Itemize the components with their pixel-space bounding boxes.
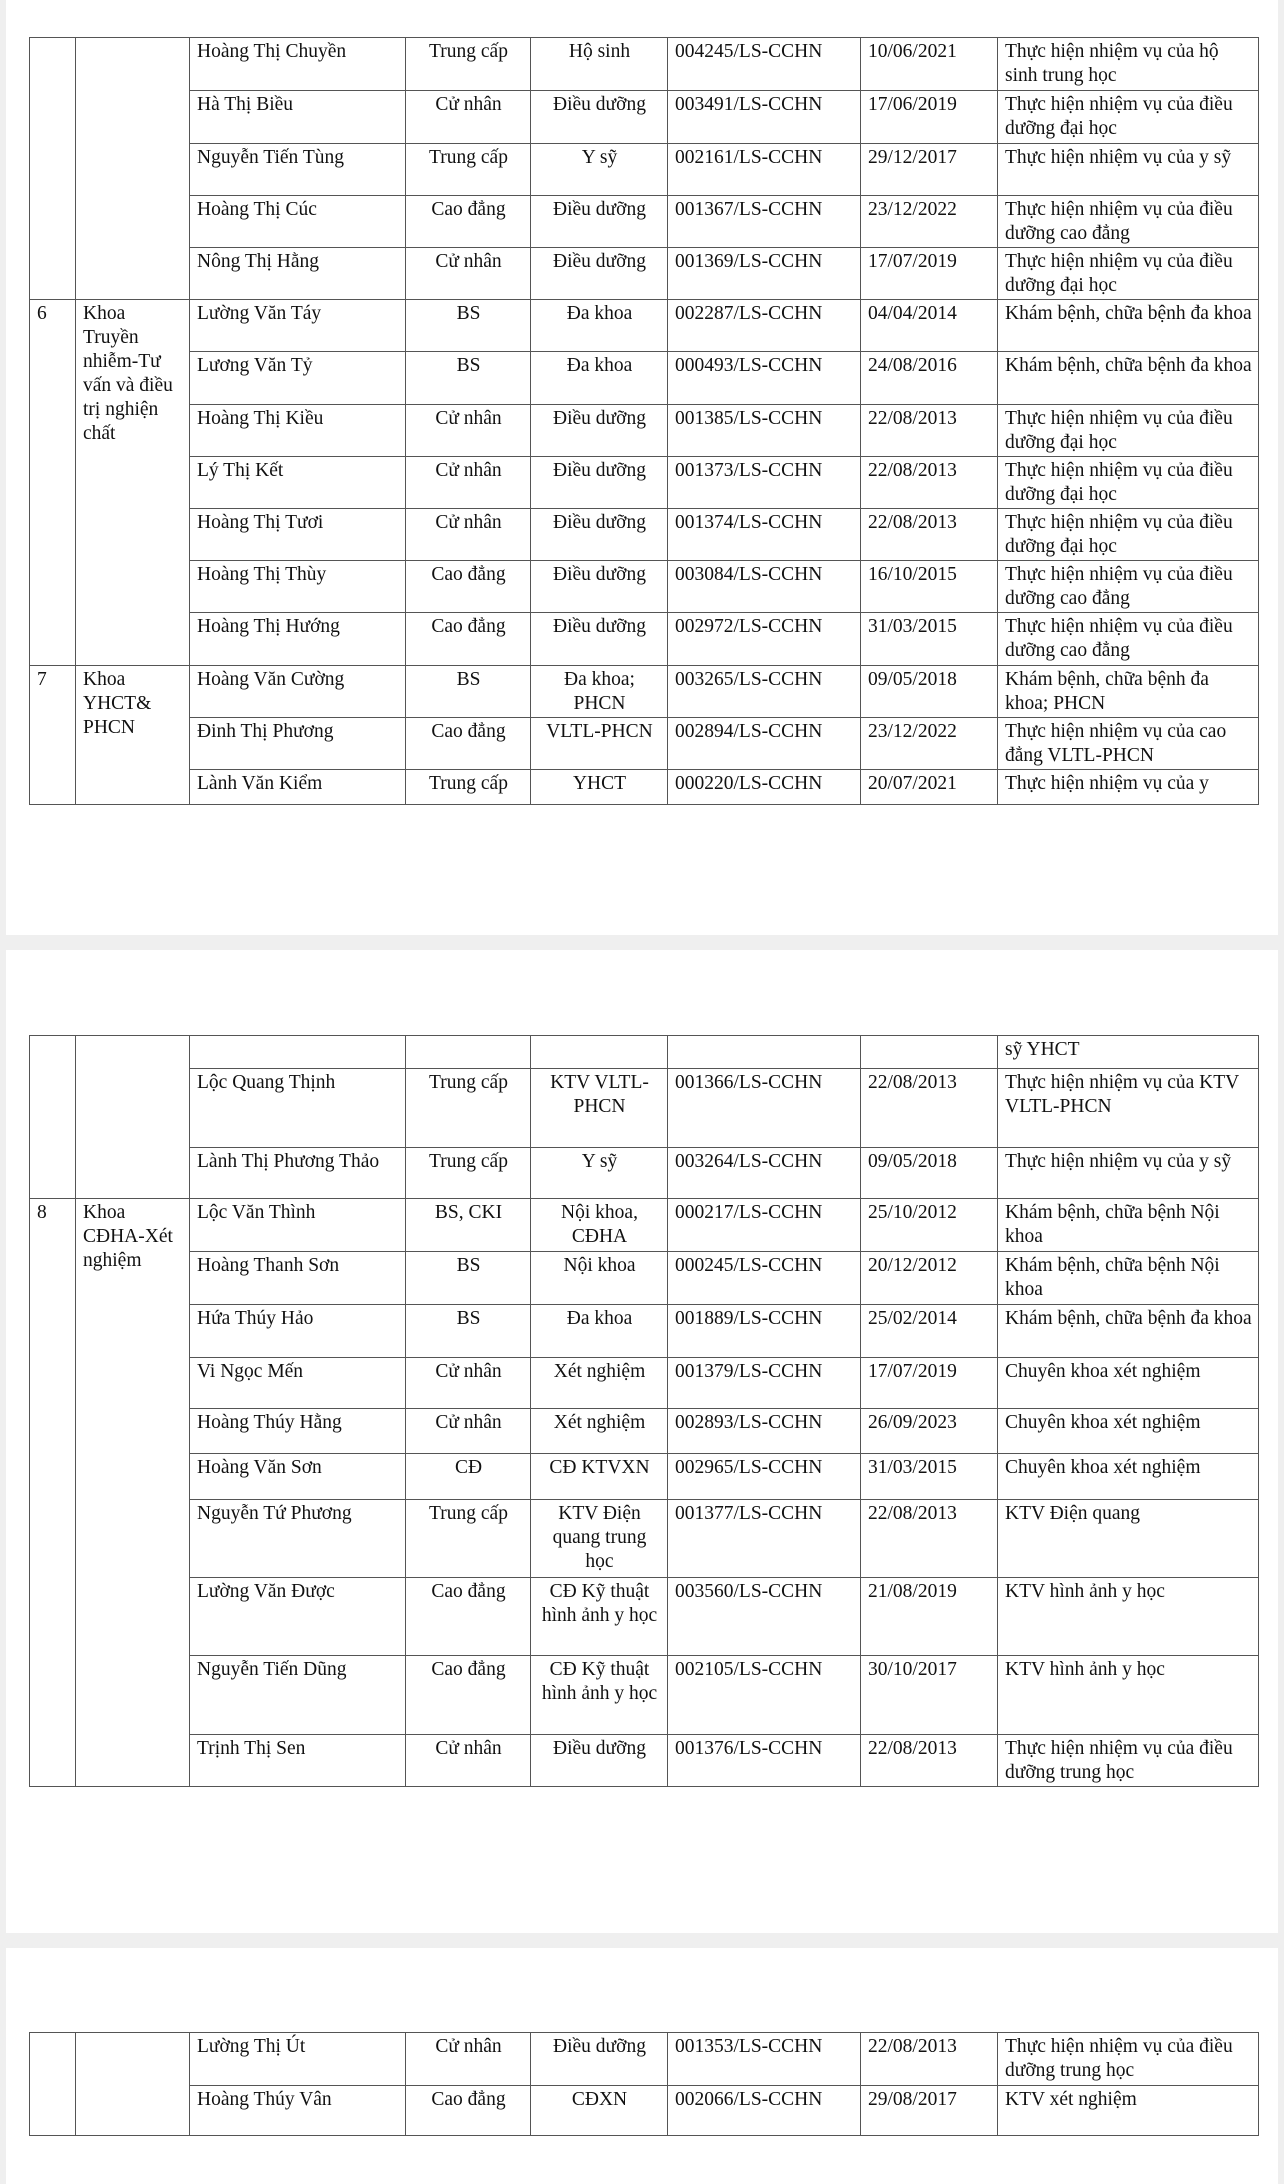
cell-qual: Cử nhân (406, 405, 531, 457)
cell-department (76, 2033, 190, 2136)
cell-name: Nguyễn Tiến Dũng (190, 1656, 406, 1735)
table-row (30, 1454, 1259, 1500)
cell-scope: KTV hình ảnh y học (998, 1656, 1259, 1735)
document-page-3 (6, 1948, 1278, 2184)
cell-department: Khoa Truyền nhiễm-Tư vấn và điều trị nghiện chất (76, 300, 190, 666)
cell-qual: Trung cấp (406, 144, 531, 196)
cell-cert: 001376/LS-CCHN (668, 1735, 861, 1787)
cell-spec: Xét nghiệm (531, 1358, 668, 1409)
cell-qual: Cao đẳng (406, 196, 531, 248)
cell-spec: Điều dưỡng (531, 613, 668, 666)
cell-name: Hoàng Văn Sơn (190, 1454, 406, 1500)
cell-qual: Cử nhân (406, 1735, 531, 1787)
staff-table-page-1 (29, 37, 1259, 805)
cell-stt: 7 (30, 666, 76, 805)
cell-spec: Xét nghiệm (531, 1409, 668, 1454)
cell-date: 29/08/2017 (861, 2086, 998, 2136)
cell-qual: Trung cấp (406, 38, 531, 91)
cell-cert: 001379/LS-CCHN (668, 1358, 861, 1409)
cell-name: Lành Thị Phương Thảo (190, 1148, 406, 1199)
cell-name: Nông Thị Hằng (190, 248, 406, 300)
cell-name: Hoàng Thúy Hằng (190, 1409, 406, 1454)
cell-spec: Đa khoa (531, 300, 668, 352)
cell-qual: Trung cấp (406, 1500, 531, 1578)
cell-qual: BS (406, 300, 531, 352)
cell-spec: Điều dưỡng (531, 405, 668, 457)
cell-qual: Trung cấp (406, 1069, 531, 1148)
cell-spec: Điều dưỡng (531, 561, 668, 613)
cell-qual: CĐ (406, 1454, 531, 1500)
cell-scope: Thực hiện nhiệm vụ của hộ sinh trung học (998, 38, 1259, 91)
table-row (30, 1305, 1259, 1358)
cell-date: 10/06/2021 (861, 38, 998, 91)
cell-scope: Thực hiện nhiệm vụ của điều dưỡng đại học (998, 509, 1259, 561)
cell-date: 22/08/2013 (861, 405, 998, 457)
document-page-2 (6, 950, 1278, 1933)
table-row (30, 1656, 1259, 1735)
table-row (30, 352, 1259, 405)
cell-date: 20/07/2021 (861, 770, 998, 805)
cell-date: 17/07/2019 (861, 248, 998, 300)
cell-qual: Cử nhân (406, 91, 531, 144)
cell-scope: KTV Điện quang (998, 1500, 1259, 1578)
table-row (30, 561, 1259, 613)
cell-stt: 8 (30, 1199, 76, 1787)
cell-cert: 003265/LS-CCHN (668, 666, 861, 718)
cell-cert: 001367/LS-CCHN (668, 196, 861, 248)
cell-qual: Cao đẳng (406, 1656, 531, 1735)
cell-spec: CĐ KTVXN (531, 1454, 668, 1500)
cell-scope: Khám bệnh, chữa bệnh Nội khoa (998, 1252, 1259, 1305)
cell-date: 22/08/2013 (861, 2033, 998, 2086)
cell-scope: Khám bệnh, chữa bệnh đa khoa (998, 352, 1259, 405)
cell-cert: 002972/LS-CCHN (668, 613, 861, 666)
cell-stt (30, 1036, 76, 1199)
table-row (30, 300, 1259, 352)
cell-scope: Thực hiện nhiệm vụ của điều dưỡng cao đẳng (998, 561, 1259, 613)
cell-scope: Chuyên khoa xét nghiệm (998, 1409, 1259, 1454)
cell-cert: 001889/LS-CCHN (668, 1305, 861, 1358)
cell-spec: Điều dưỡng (531, 196, 668, 248)
cell-cert: 003084/LS-CCHN (668, 561, 861, 613)
cell-stt (30, 2033, 76, 2136)
table-row (30, 1735, 1259, 1787)
cell-date: 22/08/2013 (861, 509, 998, 561)
cell-date: 04/04/2014 (861, 300, 998, 352)
cell-name: Hoàng Thúy Vân (190, 2086, 406, 2136)
cell-name: Hoàng Thị Chuyền (190, 38, 406, 91)
document-page-1 (6, 0, 1278, 935)
cell-qual: Cử nhân (406, 2033, 531, 2086)
table-row (30, 1578, 1259, 1656)
cell-cert: 002066/LS-CCHN (668, 2086, 861, 2136)
cell-scope: Thực hiện nhiệm vụ của y (998, 770, 1259, 805)
table-row (30, 509, 1259, 561)
cell-name: Lộc Văn Thình (190, 1199, 406, 1252)
cell-qual (406, 1036, 531, 1069)
cell-scope: Thực hiện nhiệm vụ của KTV VLTL-PHCN (998, 1069, 1259, 1148)
cell-spec: CĐXN (531, 2086, 668, 2136)
cell-name: Hoàng Thị Hướng (190, 613, 406, 666)
cell-cert: 000245/LS-CCHN (668, 1252, 861, 1305)
cell-spec: CĐ Kỹ thuật hình ảnh y học (531, 1656, 668, 1735)
cell-scope: Chuyên khoa xét nghiệm (998, 1454, 1259, 1500)
cell-qual: Cử nhân (406, 509, 531, 561)
cell-spec: Nội khoa, CĐHA (531, 1199, 668, 1252)
cell-scope: Khám bệnh, chữa bệnh Nội khoa (998, 1199, 1259, 1252)
cell-scope: Khám bệnh, chữa bệnh đa khoa (998, 300, 1259, 352)
cell-cert: 002894/LS-CCHN (668, 718, 861, 770)
table-row (30, 1500, 1259, 1578)
cell-stt: 6 (30, 300, 76, 666)
cell-date: 30/10/2017 (861, 1656, 998, 1735)
cell-qual: BS (406, 352, 531, 405)
cell-scope: Thực hiện nhiệm vụ của điều dưỡng đại học (998, 248, 1259, 300)
cell-date: 31/03/2015 (861, 1454, 998, 1500)
cell-scope: Thực hiện nhiệm vụ của điều dưỡng đại học (998, 457, 1259, 509)
cell-qual: Cử nhân (406, 457, 531, 509)
cell-date: 21/08/2019 (861, 1578, 998, 1656)
cell-spec: YHCT (531, 770, 668, 805)
cell-date: 29/12/2017 (861, 144, 998, 196)
cell-qual: BS, CKI (406, 1199, 531, 1252)
cell-cert (668, 1036, 861, 1069)
cell-stt (30, 38, 76, 300)
table-row (30, 666, 1259, 718)
cell-scope: Thực hiện nhiệm vụ của điều dưỡng trung học (998, 1735, 1259, 1787)
cell-spec: KTV VLTL-PHCN (531, 1069, 668, 1148)
cell-scope: Chuyên khoa xét nghiệm (998, 1358, 1259, 1409)
cell-name: Hứa Thúy Hảo (190, 1305, 406, 1358)
cell-qual: Trung cấp (406, 1148, 531, 1199)
cell-name: Lường Văn Được (190, 1578, 406, 1656)
cell-qual: BS (406, 666, 531, 718)
cell-name: Lường Thị Út (190, 2033, 406, 2086)
cell-name: Nguyễn Tiến Tùng (190, 144, 406, 196)
table-row (30, 1199, 1259, 1252)
cell-cert: 003491/LS-CCHN (668, 91, 861, 144)
cell-cert: 004245/LS-CCHN (668, 38, 861, 91)
cell-date: 23/12/2022 (861, 718, 998, 770)
cell-cert: 000217/LS-CCHN (668, 1199, 861, 1252)
table-row (30, 38, 1259, 91)
table-row (30, 1252, 1259, 1305)
cell-qual: Cao đẳng (406, 561, 531, 613)
cell-qual: Trung cấp (406, 770, 531, 805)
cell-qual: Cao đẳng (406, 1578, 531, 1656)
cell-cert: 001374/LS-CCHN (668, 509, 861, 561)
cell-qual: Cử nhân (406, 1358, 531, 1409)
cell-cert: 001377/LS-CCHN (668, 1500, 861, 1578)
cell-department: Khoa CĐHA-Xét nghiệm (76, 1199, 190, 1787)
cell-cert: 001385/LS-CCHN (668, 405, 861, 457)
table-row (30, 1069, 1259, 1148)
cell-name: Hoàng Thanh Sơn (190, 1252, 406, 1305)
table-row (30, 144, 1259, 196)
cell-name: Hà Thị Biều (190, 91, 406, 144)
cell-spec: Y sỹ (531, 144, 668, 196)
cell-cert: 002161/LS-CCHN (668, 144, 861, 196)
cell-date: 09/05/2018 (861, 666, 998, 718)
table-row (30, 2033, 1259, 2086)
cell-cert: 001373/LS-CCHN (668, 457, 861, 509)
cell-name: Trịnh Thị Sen (190, 1735, 406, 1787)
cell-department (76, 1036, 190, 1199)
table-row (30, 1358, 1259, 1409)
cell-qual: BS (406, 1305, 531, 1358)
cell-cert: 001369/LS-CCHN (668, 248, 861, 300)
cell-scope: Thực hiện nhiệm vụ của điều dưỡng đại học (998, 405, 1259, 457)
cell-date: 31/03/2015 (861, 613, 998, 666)
cell-qual: Cử nhân (406, 248, 531, 300)
cell-name: Hoàng Thị Tươi (190, 509, 406, 561)
cell-spec: Đa khoa (531, 1305, 668, 1358)
table-row (30, 248, 1259, 300)
cell-spec: Y sỹ (531, 1148, 668, 1199)
table-row (30, 405, 1259, 457)
cell-cert: 000220/LS-CCHN (668, 770, 861, 805)
cell-date (861, 1036, 998, 1069)
cell-name: Hoàng Thị Cúc (190, 196, 406, 248)
cell-department: Khoa YHCT& PHCN (76, 666, 190, 805)
cell-name: Hoàng Thị Thùy (190, 561, 406, 613)
cell-spec: KTV Điện quang trung học (531, 1500, 668, 1578)
staff-table-page-2 (29, 1035, 1259, 1787)
cell-qual: Cao đẳng (406, 718, 531, 770)
cell-name (190, 1036, 406, 1069)
cell-scope: Thực hiện nhiệm vụ của điều dưỡng cao đẳng (998, 196, 1259, 248)
table-row (30, 718, 1259, 770)
cell-date: 22/08/2013 (861, 1500, 998, 1578)
cell-spec: Điều dưỡng (531, 457, 668, 509)
cell-qual: Cao đẳng (406, 613, 531, 666)
cell-spec: Đa khoa; PHCN (531, 666, 668, 718)
cell-name: Lương Văn Tỷ (190, 352, 406, 405)
table-row (30, 770, 1259, 805)
cell-cert: 003264/LS-CCHN (668, 1148, 861, 1199)
cell-date: 23/12/2022 (861, 196, 998, 248)
cell-date: 25/10/2012 (861, 1199, 998, 1252)
cell-cert: 002965/LS-CCHN (668, 1454, 861, 1500)
cell-scope: Khám bệnh, chữa bệnh đa khoa; PHCN (998, 666, 1259, 718)
cell-date: 20/12/2012 (861, 1252, 998, 1305)
cell-date: 22/08/2013 (861, 1735, 998, 1787)
cell-scope: KTV hình ảnh y học (998, 1578, 1259, 1656)
cell-date: 09/05/2018 (861, 1148, 998, 1199)
table-row (30, 1036, 1259, 1069)
cell-spec: Hộ sinh (531, 38, 668, 91)
cell-name: Lộc Quang Thịnh (190, 1069, 406, 1148)
cell-spec: Điều dưỡng (531, 91, 668, 144)
cell-spec: VLTL-PHCN (531, 718, 668, 770)
cell-name: Lành Văn Kiểm (190, 770, 406, 805)
table-row (30, 457, 1259, 509)
cell-scope: Thực hiện nhiệm vụ của điều dưỡng cao đẳng (998, 613, 1259, 666)
table-row (30, 196, 1259, 248)
cell-name: Lường Văn Táy (190, 300, 406, 352)
cell-date: 17/06/2019 (861, 91, 998, 144)
cell-spec: Nội khoa (531, 1252, 668, 1305)
cell-date: 17/07/2019 (861, 1358, 998, 1409)
cell-cert: 002893/LS-CCHN (668, 1409, 861, 1454)
cell-name: Vi Ngọc Mến (190, 1358, 406, 1409)
cell-spec: Đa khoa (531, 352, 668, 405)
cell-scope: Thực hiện nhiệm vụ của y sỹ (998, 1148, 1259, 1199)
cell-qual: Cao đẳng (406, 2086, 531, 2136)
cell-name: Hoàng Thị Kiều (190, 405, 406, 457)
cell-qual: Cử nhân (406, 1409, 531, 1454)
cell-date: 22/08/2013 (861, 1069, 998, 1148)
cell-department (76, 38, 190, 300)
cell-spec: CĐ Kỹ thuật hình ảnh y học (531, 1578, 668, 1656)
table-row (30, 1409, 1259, 1454)
table-row (30, 1148, 1259, 1199)
cell-name: Lý Thị Kết (190, 457, 406, 509)
cell-scope: KTV xét nghiệm (998, 2086, 1259, 2136)
cell-date: 26/09/2023 (861, 1409, 998, 1454)
cell-date: 16/10/2015 (861, 561, 998, 613)
cell-qual: BS (406, 1252, 531, 1305)
cell-scope: sỹ YHCT (998, 1036, 1259, 1069)
cell-spec: Điều dưỡng (531, 509, 668, 561)
cell-spec (531, 1036, 668, 1069)
cell-name: Nguyễn Tứ Phương (190, 1500, 406, 1578)
cell-cert: 002287/LS-CCHN (668, 300, 861, 352)
cell-scope: Khám bệnh, chữa bệnh đa khoa (998, 1305, 1259, 1358)
table-row (30, 2086, 1259, 2136)
cell-scope: Thực hiện nhiệm vụ của y sỹ (998, 144, 1259, 196)
cell-cert: 003560/LS-CCHN (668, 1578, 861, 1656)
cell-date: 25/02/2014 (861, 1305, 998, 1358)
cell-date: 22/08/2013 (861, 457, 998, 509)
cell-cert: 002105/LS-CCHN (668, 1656, 861, 1735)
cell-spec: Điều dưỡng (531, 248, 668, 300)
cell-spec: Điều dưỡng (531, 1735, 668, 1787)
cell-cert: 000493/LS-CCHN (668, 352, 861, 405)
staff-table-page-3 (29, 2032, 1259, 2136)
cell-date: 24/08/2016 (861, 352, 998, 405)
table-row (30, 613, 1259, 666)
cell-name: Đinh Thị Phương (190, 718, 406, 770)
cell-scope: Thực hiện nhiệm vụ của điều dưỡng đại học (998, 91, 1259, 144)
cell-scope: Thực hiện nhiệm vụ của điều dưỡng trung học (998, 2033, 1259, 2086)
cell-spec: Điều dưỡng (531, 2033, 668, 2086)
cell-name: Hoàng Văn Cường (190, 666, 406, 718)
cell-cert: 001353/LS-CCHN (668, 2033, 861, 2086)
table-row (30, 91, 1259, 144)
cell-cert: 001366/LS-CCHN (668, 1069, 861, 1148)
cell-scope: Thực hiện nhiệm vụ của cao đẳng VLTL-PHCN (998, 718, 1259, 770)
